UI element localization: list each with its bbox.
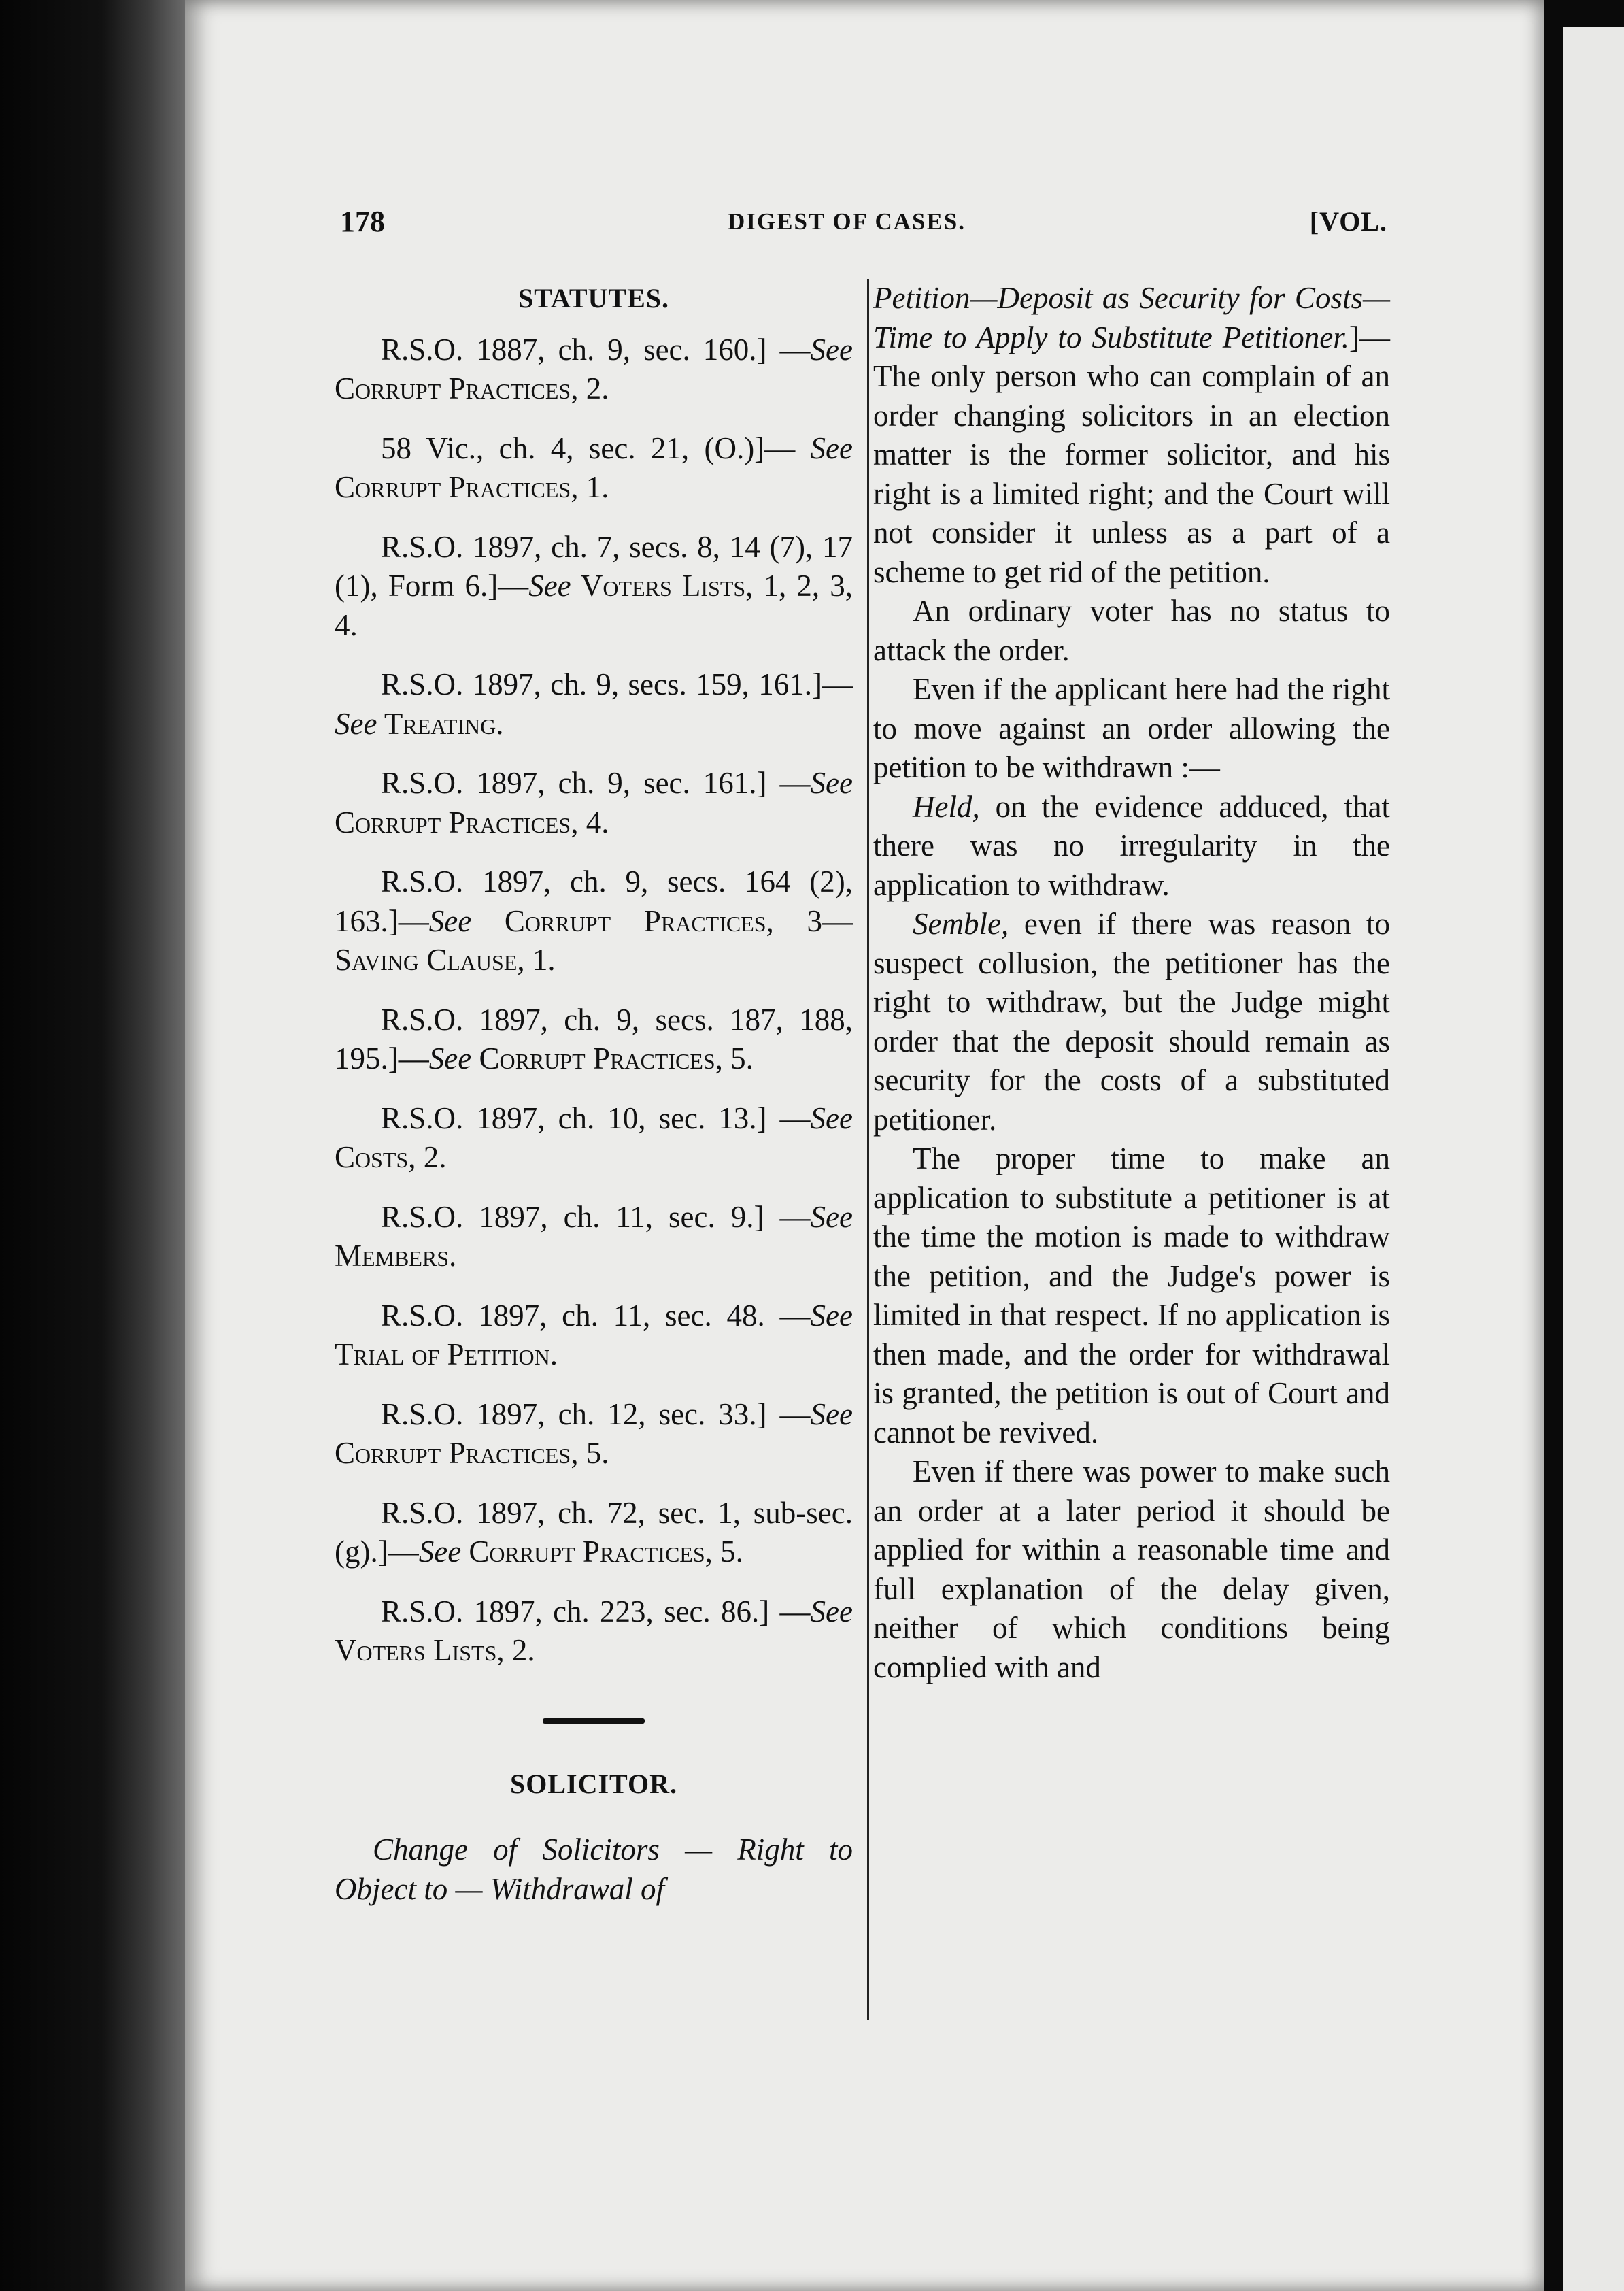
adjacent-page-edge bbox=[1563, 27, 1624, 2291]
case-paragraph: An ordinary voter has no status to attack the order. bbox=[873, 594, 1390, 667]
book-binding-shadow bbox=[0, 0, 185, 2291]
solicitor-intro: Change of Solicitors — Right to Object to — Withdrawal of bbox=[335, 1833, 853, 1906]
running-title: DIGEST OF CASES. bbox=[728, 208, 966, 235]
statute-entry: R.S.O. 1897, ch. 10, sec. 13.] —See Costs, 2. bbox=[335, 1101, 853, 1174]
column-rule bbox=[867, 279, 869, 2020]
solicitor-heading: SOLICITOR. bbox=[509, 1768, 677, 1799]
statute-entry: R.S.O. 1897, ch. 223, sec. 86.] —See Voters Lists, 2. bbox=[335, 1594, 853, 1667]
page-gap bbox=[1544, 0, 1563, 2291]
statute-entry: 58 Vic., ch. 4, sec. 21, (O.)]— See Corrupt Practices, 1. bbox=[335, 431, 853, 504]
right-column bbox=[873, 279, 1390, 1687]
running-header bbox=[340, 204, 1387, 245]
statute-entry: R.S.O. 1897, ch. 11, sec. 9.] —See Members. bbox=[335, 1199, 853, 1273]
case-paragraph: Held, on the evidence adduced, that there was no irregularity in the application to withdraw. bbox=[873, 789, 1390, 902]
case-paragraph: Even if the applicant here had the right to move against an order allowing the petition to be withdrawn :— bbox=[873, 672, 1390, 784]
left-column bbox=[335, 279, 853, 1909]
case-paragraph: The proper time to make an application to substitute a petitioner is at the time the motion is made to withdraw the petition, and the Judge's power is limited in that respect. If no application is then made, and the order for withdrawal is granted, the petition is out of Court and cannot be revived. bbox=[873, 1141, 1390, 1450]
statute-entry: R.S.O. 1897, ch. 9, sec. 161.] —See Corrupt Practices, 4. bbox=[335, 766, 853, 839]
case-paragraph: Semble, even if there was reason to suspect collusion, the petitioner has the right to withdraw, but the Judge might order that the deposit should remain as security for the costs of a substituted petitioner. bbox=[873, 907, 1390, 1137]
statute-entry: R.S.O. 1897, ch. 9, secs. 159, 161.]—See Treating. bbox=[335, 667, 853, 741]
statute-entry: R.S.O. 1897, ch. 11, sec. 48. —See Trial of Petition. bbox=[335, 1298, 853, 1371]
page-number: 178 bbox=[340, 205, 385, 238]
statute-entry: R.S.O. 1897, ch. 72, sec. 1, sub-sec. (g).]—See Corrupt Practices, 5. bbox=[335, 1495, 853, 1569]
case-paragraph: Petition—Deposit as Security for Costs—Time to Apply to Substitute Petitioner.]—The only person who can complain of an order changing solicitors in an election matter is the former solicitor, and his right is a limited right; and the Court will not consider it unless as a part of a scheme to get rid of the petition. bbox=[873, 281, 1390, 589]
section-divider bbox=[543, 1718, 645, 1724]
statute-entry: R.S.O. 1897, ch. 7, secs. 8, 14 (7), 17 (1), Form 6.]—See Voters Lists, 1, 2, 3, 4. bbox=[335, 529, 853, 642]
case-paragraph: Even if there was power to make such an order at a later period it should be applied for within a reasonable time and full explanation of the delay given, neither of which conditions being complied with and bbox=[873, 1454, 1390, 1684]
statute-entry: R.S.O. 1897, ch. 9, secs. 164 (2), 163.]—See Corrupt Practices, 3—Saving Clause, 1. bbox=[335, 865, 853, 977]
statute-entry: R.S.O. 1897, ch. 12, sec. 33.] —See Corrupt Practices, 5. bbox=[335, 1397, 853, 1470]
statutes-heading: STATUTES. bbox=[518, 283, 670, 314]
statute-entry: R.S.O. 1897, ch. 9, secs. 187, 188, 195.]—See Corrupt Practices, 5. bbox=[335, 1002, 853, 1075]
statute-entry: R.S.O. 1887, ch. 9, sec. 160.] —See Corrupt Practices, 2. bbox=[335, 332, 853, 405]
volume-marker: [VOL. bbox=[1309, 206, 1387, 237]
